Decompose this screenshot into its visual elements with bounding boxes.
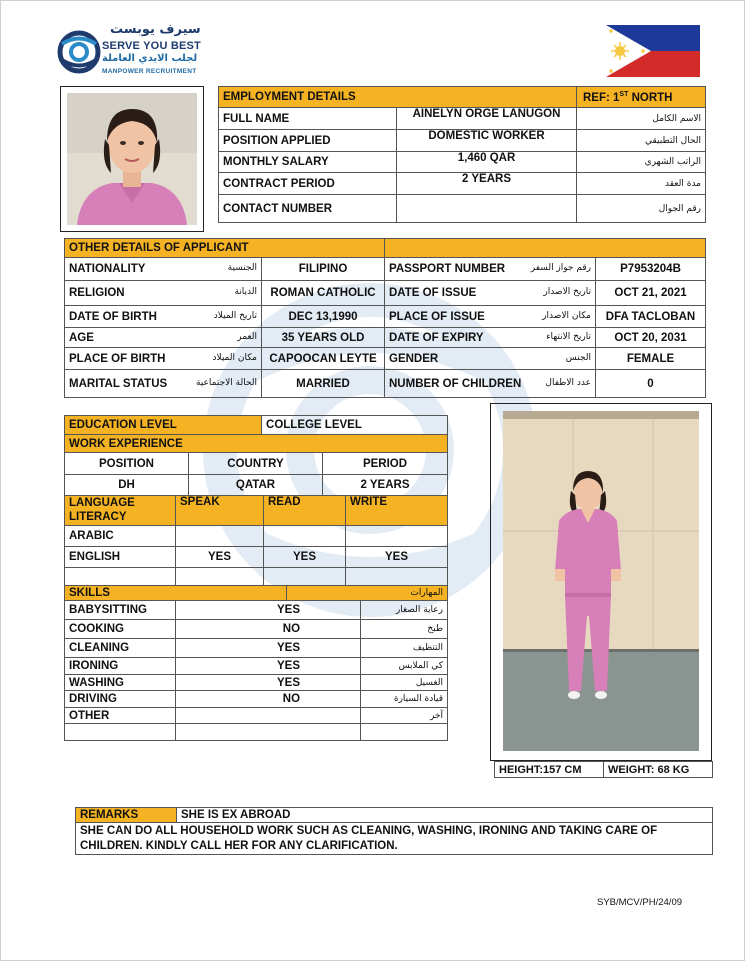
contract-period-value: 2 YEARS xyxy=(397,173,577,195)
language-arabic: ARABIC xyxy=(65,526,176,547)
empty-cell xyxy=(65,724,176,741)
age-label: AGE العمر xyxy=(65,328,262,348)
skill-driving-value: NO xyxy=(176,691,361,708)
monthly-salary-label: MONTHLY SALARY xyxy=(219,152,397,173)
skills-title: SKILLS xyxy=(65,586,287,601)
education-work-table xyxy=(64,415,448,496)
skill-cooking: COOKING xyxy=(65,620,176,639)
skill-other: OTHER xyxy=(65,708,176,724)
place-of-birth-label: PLACE OF BIRTH مكان الميلاد xyxy=(65,348,262,370)
full-body-photo-frame xyxy=(490,403,712,761)
logo-subtitle: MANPOWER RECRUITMENT xyxy=(102,68,197,75)
table-row xyxy=(65,691,448,708)
place-of-issue-label: PLACE OF ISSUE مكان الاصدار xyxy=(385,306,596,328)
logo-arabic-subtitle: لجلب الايدي العاملة xyxy=(102,53,198,64)
height-value: HEIGHT:157 CM xyxy=(495,762,604,778)
work-period-header: PERIOD xyxy=(323,453,448,475)
empty-cell xyxy=(176,724,361,741)
skill-babysitting-arabic: رعاية الصغار xyxy=(361,601,448,620)
work-position-header: POSITION xyxy=(65,453,189,475)
table-row xyxy=(65,568,448,587)
skill-ironing-arabic: كي الملابس xyxy=(361,658,448,675)
write-header: WRITE xyxy=(346,496,448,526)
skill-driving-arabic: قيادة السيارة xyxy=(361,691,448,708)
table-row xyxy=(65,639,448,658)
remarks-label: REMARKS xyxy=(76,808,177,823)
empty-cell xyxy=(346,568,448,587)
table-row xyxy=(65,620,448,639)
nationality-value: FILIPINO xyxy=(262,258,385,281)
arabic-write xyxy=(346,526,448,547)
religion-value: ROMAN CATHOLIC xyxy=(262,281,385,306)
number-of-children-value: 0 xyxy=(596,370,706,398)
language-literacy-table xyxy=(64,495,448,587)
work-period-value: 2 YEARS xyxy=(323,475,448,496)
skill-washing: WASHING xyxy=(65,675,176,691)
skill-cleaning: CLEANING xyxy=(65,639,176,658)
gender-label: GENDER الجنس xyxy=(385,348,596,370)
remarks-body xyxy=(76,823,713,855)
other-details-title: OTHER DETAILS OF APPLICANT xyxy=(65,239,385,258)
work-position-value: DH xyxy=(65,475,189,496)
logo-arabic-name: سيرف يوبست xyxy=(110,22,201,37)
other-details-header-blank xyxy=(385,239,706,258)
passport-number-value: P7953204B xyxy=(596,258,706,281)
remarks-line-2: CHILDREN. KINDLY CALL HER FOR ANY CLARIFICATION. xyxy=(80,839,398,852)
gender-value: FEMALE xyxy=(596,348,706,370)
skill-babysitting-value: YES xyxy=(176,601,361,620)
employment-details-table xyxy=(218,86,706,223)
other-details-table xyxy=(64,238,706,398)
religion-label: RELIGION الديانة xyxy=(65,281,262,306)
empty-cell xyxy=(176,568,264,587)
skill-ironing: IRONING xyxy=(65,658,176,675)
remarks-table xyxy=(75,807,713,855)
english-speak: YES xyxy=(176,547,264,568)
date-of-issue-label: DATE OF ISSUE تاريخ الاصدار xyxy=(385,281,596,306)
skill-ironing-value: YES xyxy=(176,658,361,675)
marital-status-label: MARITAL STATUS الحالة الاجتماعية xyxy=(65,370,262,398)
table-row xyxy=(65,658,448,675)
skills-title-arabic: المهارات xyxy=(287,586,448,601)
measurements-table xyxy=(494,761,713,778)
table-row xyxy=(65,526,448,547)
full-name-arabic: الاسم الكامل xyxy=(577,108,706,130)
date-of-issue-value: OCT 21, 2021 xyxy=(596,281,706,306)
speak-header: SPEAK xyxy=(176,496,264,526)
language-english: ENGLISH xyxy=(65,547,176,568)
skill-cooking-value: NO xyxy=(176,620,361,639)
weight-value: WEIGHT: 68 KG xyxy=(604,762,713,778)
contract-period-label: CONTRACT PERIOD xyxy=(219,173,397,195)
english-write: YES xyxy=(346,547,448,568)
english-read: YES xyxy=(264,547,346,568)
skill-driving: DRIVING xyxy=(65,691,176,708)
table-row xyxy=(65,547,448,568)
arabic-read xyxy=(264,526,346,547)
empty-cell xyxy=(264,568,346,587)
language-literacy-title: LANGUAGE LITERACY xyxy=(65,496,176,526)
arabic-speak xyxy=(176,526,264,547)
full-body-photo xyxy=(503,411,699,751)
skill-washing-arabic: الغسيل xyxy=(361,675,448,691)
passport-number-label: PASSPORT NUMBER رقم جواز السفر xyxy=(385,258,596,281)
work-experience-title: WORK EXPERIENCE xyxy=(65,435,448,453)
contact-number-label: CONTACT NUMBER xyxy=(219,195,397,223)
place-of-birth-value: CAPOOCAN LEYTE xyxy=(262,348,385,370)
skill-other-arabic: آخر xyxy=(361,708,448,724)
date-of-expiry-label: DATE OF EXPIRY تاريخ الانتهاء xyxy=(385,328,596,348)
marital-status-value: MARRIED xyxy=(262,370,385,398)
philippines-flag-icon xyxy=(606,25,700,77)
skills-table xyxy=(64,585,448,741)
table-row xyxy=(65,675,448,691)
date-of-birth-value: DEC 13,1990 xyxy=(262,306,385,328)
table-row xyxy=(65,724,448,741)
skill-cleaning-value: YES xyxy=(176,639,361,658)
table-row xyxy=(65,601,448,620)
age-value: 35 YEARS OLD xyxy=(262,328,385,348)
date-of-expiry-value: OCT 20, 2031 xyxy=(596,328,706,348)
date-of-birth-label: DATE OF BIRTH تاريخ الميلاد xyxy=(65,306,262,328)
full-name-label: FULL NAME xyxy=(219,108,397,130)
serve-you-best-logo-icon xyxy=(57,27,101,77)
skill-cleaning-arabic: التنظيف xyxy=(361,639,448,658)
skill-babysitting: BABYSITTING xyxy=(65,601,176,620)
position-applied-value: DOMESTIC WORKER xyxy=(397,130,577,152)
headshot-photo xyxy=(67,93,197,225)
education-level-label: EDUCATION LEVEL xyxy=(65,416,262,435)
number-of-children-label: NUMBER OF CHILDREN عدد الاطفال xyxy=(385,370,596,398)
remarks-short: SHE IS EX ABROAD xyxy=(177,808,713,823)
place-of-issue-value: DFA TACLOBAN xyxy=(596,306,706,328)
work-country-value: QATAR xyxy=(189,475,323,496)
contact-number-arabic: رقم الجوال xyxy=(577,195,706,223)
work-country-header: COUNTRY xyxy=(189,453,323,475)
education-level-value: COLLEGE LEVEL xyxy=(262,416,448,435)
position-applied-label: POSITION APPLIED xyxy=(219,130,397,152)
employment-details-title: EMPLOYMENT DETAILS xyxy=(219,87,577,108)
skill-other-value xyxy=(176,708,361,724)
empty-cell xyxy=(361,724,448,741)
monthly-salary-value: 1,460 QAR xyxy=(397,152,577,173)
document-reference-code: SYB/MCV/PH/24/09 xyxy=(597,897,683,908)
full-name-value: AINELYN ORGE LANUGON xyxy=(397,108,577,130)
contract-period-arabic: مدة العقد xyxy=(577,173,706,195)
nationality-label: NATIONALITY الجنسية xyxy=(65,258,262,281)
logo-english-name: SERVE YOU BEST xyxy=(102,40,201,52)
position-applied-arabic: الحال التطبيقي xyxy=(577,130,706,152)
table-row xyxy=(65,475,448,496)
contact-number-value xyxy=(397,195,577,223)
reference-label: REF: 1ST NORTH xyxy=(577,87,706,108)
monthly-salary-arabic: الراتب الشهري xyxy=(577,152,706,173)
skill-cooking-arabic: طبخ xyxy=(361,620,448,639)
read-header: READ xyxy=(264,496,346,526)
skill-washing-value: YES xyxy=(176,675,361,691)
remarks-line-1: SHE CAN DO ALL HOUSEHOLD WORK SUCH AS CLEANING, WASHING, IRONING AND TAKING CARE OF xyxy=(80,824,658,837)
empty-cell xyxy=(65,568,176,587)
table-row xyxy=(65,708,448,724)
headshot-photo-frame xyxy=(60,86,204,232)
